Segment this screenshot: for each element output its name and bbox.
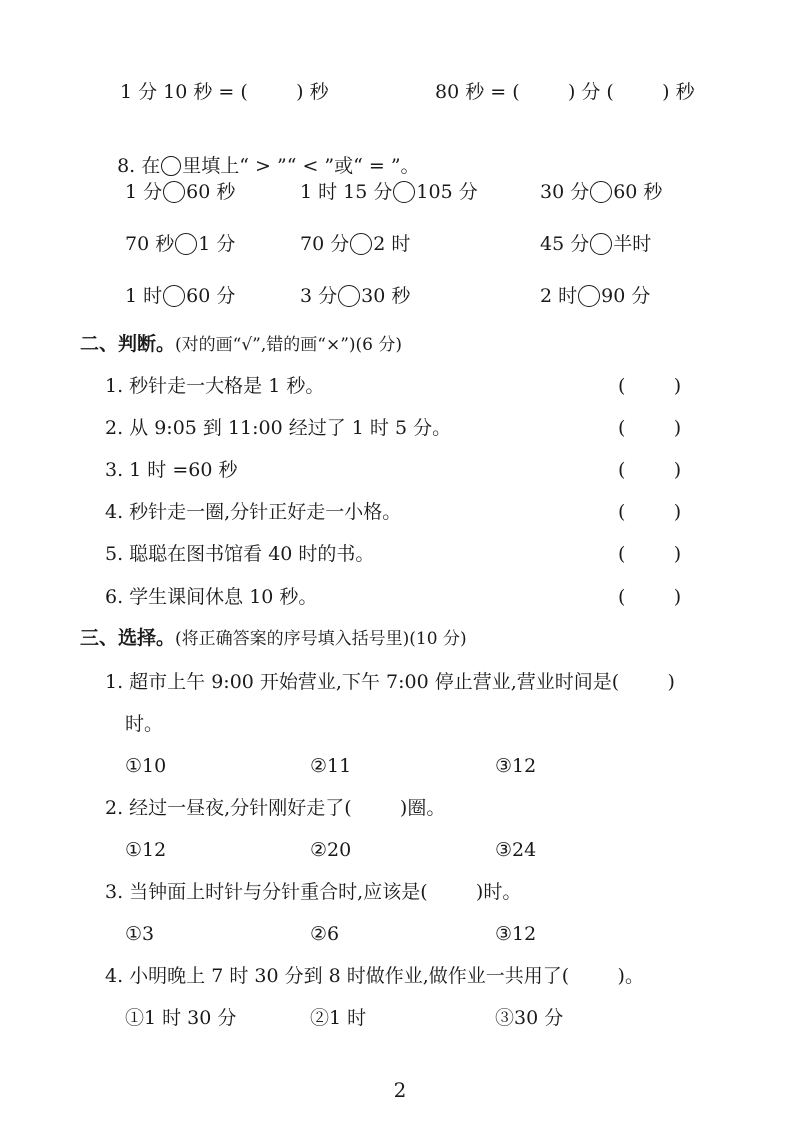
- judge-item: 3. 1 时 =60 秒: [105, 459, 238, 481]
- compare-item: [540, 232, 651, 256]
- compare-item: [540, 180, 662, 204]
- choice-option[interactable]: ①3: [125, 923, 155, 945]
- compare-left: 70 分: [300, 233, 350, 255]
- compare-left: 1 时 15 分: [300, 181, 393, 203]
- compare-left: 3 分: [300, 285, 338, 307]
- choice-option[interactable]: ③12: [495, 755, 537, 777]
- compare-right: 60 秒: [613, 181, 663, 203]
- q7-right-item: 80 秒 = ( ) 分 ( ) 秒: [435, 81, 695, 103]
- answer-circle[interactable]: [175, 233, 197, 255]
- section2-note: (对的画“√”,错的画“×”)(6 分): [175, 335, 403, 355]
- q7-left-item: 1 分 10 秒 = ( ) 秒: [120, 81, 329, 103]
- choice-question-cont: 时。: [125, 713, 164, 735]
- choice-option[interactable]: ②11: [310, 755, 352, 777]
- q8-heading-post: 里填上“ > ”“ < ”或“ = ”。: [182, 155, 420, 177]
- judge-item: 6. 学生课间休息 10 秒。: [105, 586, 318, 608]
- choice-question: 2. 经过一昼夜,分针刚好走了( )圈。: [105, 797, 446, 819]
- compare-item: [125, 180, 235, 204]
- choice-option[interactable]: ③12: [495, 923, 537, 945]
- circle-icon: [161, 156, 181, 176]
- answer-paren[interactable]: ( ): [618, 543, 682, 565]
- choice-option[interactable]: ①10: [125, 755, 167, 777]
- compare-item: [300, 284, 410, 308]
- compare-right: 105 分: [416, 181, 478, 203]
- answer-paren[interactable]: ( ): [618, 459, 682, 481]
- choice-question: 1. 超市上午 9:00 开始营业,下午 7:00 停止营业,营业时间是( ): [105, 671, 675, 693]
- choice-option[interactable]: ①12: [125, 839, 167, 861]
- judge-item: 2. 从 9:05 到 11:00 经过了 1 时 5 分。: [105, 417, 452, 439]
- choice-option[interactable]: ②6: [310, 923, 340, 945]
- compare-right: 2 时: [373, 233, 411, 255]
- answer-circle[interactable]: [578, 285, 600, 307]
- section2-heading: [80, 332, 402, 357]
- compare-left: 30 分: [540, 181, 590, 203]
- choice-option[interactable]: ③24: [495, 839, 537, 861]
- answer-circle[interactable]: [393, 181, 415, 203]
- choice-option[interactable]: ③30 分: [495, 1007, 564, 1029]
- answer-circle[interactable]: [350, 233, 372, 255]
- compare-item: [300, 180, 478, 204]
- compare-item: [300, 232, 410, 256]
- compare-right: 半时: [613, 233, 652, 255]
- section2-title: 二、判断。: [80, 333, 176, 355]
- answer-paren[interactable]: ( ): [618, 375, 682, 397]
- judge-item: 5. 聪聪在图书馆看 40 时的书。: [105, 543, 375, 565]
- compare-item: [540, 284, 650, 308]
- answer-circle[interactable]: [590, 181, 612, 203]
- compare-right: 30 秒: [361, 285, 411, 307]
- answer-circle[interactable]: [163, 285, 185, 307]
- compare-left: 45 分: [540, 233, 590, 255]
- compare-left: 1 分: [125, 181, 163, 203]
- answer-paren[interactable]: ( ): [618, 501, 682, 523]
- compare-right: 1 分: [198, 233, 236, 255]
- page-number: 2: [393, 1078, 407, 1102]
- section3-note: (将正确答案的序号填入括号里)(10 分): [175, 629, 467, 649]
- answer-circle[interactable]: [338, 285, 360, 307]
- section3-title: 三、选择。: [80, 627, 176, 649]
- section3-heading: [80, 626, 467, 651]
- answer-circle[interactable]: [163, 181, 185, 203]
- answer-paren[interactable]: ( ): [618, 586, 682, 608]
- q8-heading-pre: 8. 在: [117, 155, 161, 177]
- compare-left: 70 秒: [125, 233, 175, 255]
- compare-right: 90 分: [601, 285, 651, 307]
- choice-option[interactable]: ②20: [310, 839, 352, 861]
- q8-heading: [105, 130, 420, 178]
- choice-question: 3. 当钟面上时针与分针重合时,应该是( )时。: [105, 881, 522, 903]
- choice-option[interactable]: ①1 时 30 分: [125, 1007, 237, 1029]
- judge-item: 1. 秒针走一大格是 1 秒。: [105, 375, 325, 397]
- compare-left: 2 时: [540, 285, 578, 307]
- choice-option[interactable]: ②1 时: [310, 1007, 367, 1029]
- answer-paren[interactable]: ( ): [618, 417, 682, 439]
- judge-item: 4. 秒针走一圈,分针正好走一小格。: [105, 501, 402, 523]
- compare-right: 60 秒: [186, 181, 236, 203]
- compare-item: [125, 284, 235, 308]
- compare-right: 60 分: [186, 285, 236, 307]
- compare-item: [125, 232, 235, 256]
- choice-question: 4. 小明晚上 7 时 30 分到 8 时做作业,做作业一共用了( )。: [105, 965, 644, 987]
- answer-circle[interactable]: [590, 233, 612, 255]
- compare-left: 1 时: [125, 285, 163, 307]
